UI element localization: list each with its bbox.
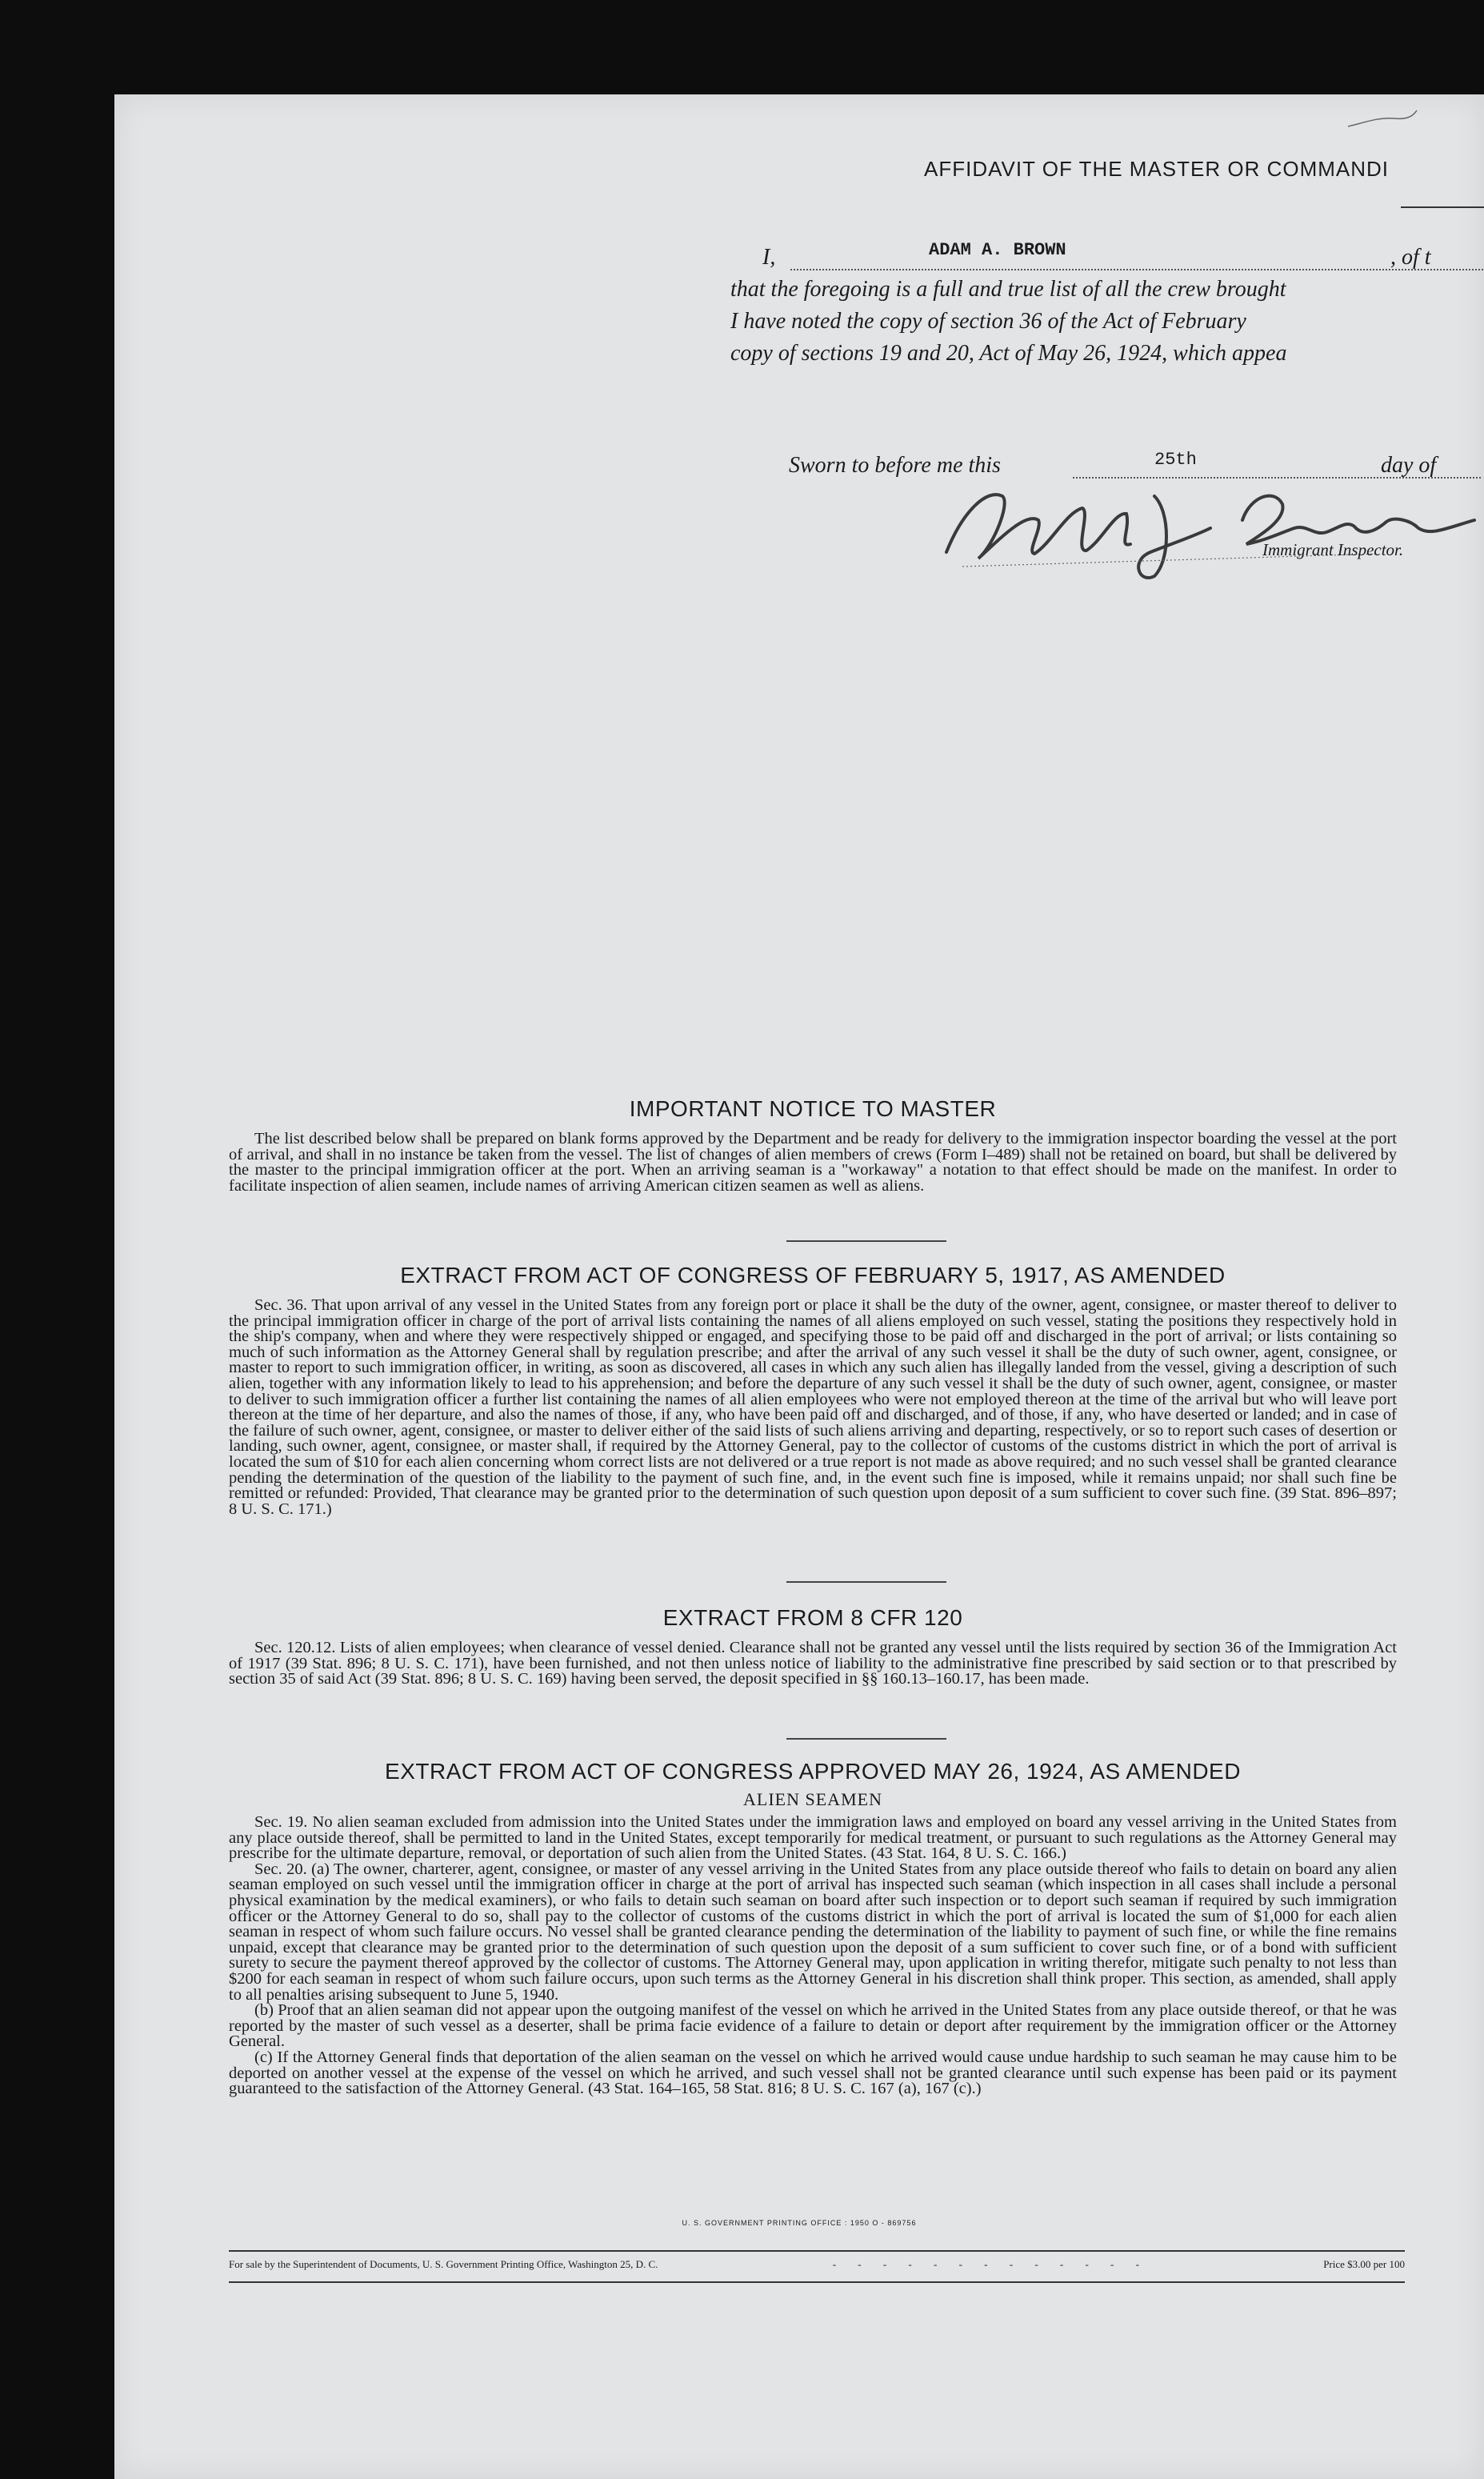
affidavit-title: AFFIDAVIT OF THE MASTER OR COMMANDI: [924, 157, 1390, 181]
extract-1917: [229, 1263, 1397, 1517]
footer-rule: [229, 2281, 1405, 2283]
extract-1924: [229, 1759, 1397, 2097]
inspector-label: Immigrant Inspector.: [1262, 540, 1404, 559]
sworn-day: 25th: [1154, 450, 1197, 470]
footer-dashes: - - - - - - - - - - - - -: [832, 2258, 1149, 2270]
extract-1917-title: EXTRACT FROM ACT OF CONGRESS OF FEBRUARY 5, 1917, AS AMENDED: [400, 1263, 1226, 1288]
name-fill-line: [790, 269, 1484, 270]
affidavit-line4: copy of sections 19 and 20, Act of May 26, 1924, which appea: [730, 341, 1287, 366]
separator: [786, 1738, 946, 1740]
separator: [786, 1581, 946, 1583]
master-name: ADAM A. BROWN: [929, 240, 1066, 260]
alien-seamen-subhead: ALIEN SEAMEN: [743, 1789, 882, 1809]
extract-1924-title: EXTRACT FROM ACT OF CONGRESS APPROVED MAY 26, 1924, AS AMENDED: [385, 1759, 1241, 1784]
affidavit-line3: I have noted the copy of section 36 of the Act of February: [730, 309, 1246, 334]
title-underline: [1401, 206, 1484, 208]
footer: [229, 2258, 1405, 2271]
form-page: [114, 94, 1484, 2479]
gpo-imprint: U. S. GOVERNMENT PRINTING OFFICE : 1950 O - 869756: [682, 2219, 917, 2227]
extract-cfr-body: Sec. 120.12. Lists of alien employees; when clearance of vessel denied. Clearance shall not be granted any vessel until the lists required by section 36 of the Immigration Act of 1917 (39 Stat. 896; 8 U. S. C. 171), have been furnished, and not then unless notice of liability to the administrative fine prescribed by said section or to that prescribed by section 35 of said Act (39 Stat. 896; 8 U. S. C. 169) having been served, the deposit specified in §§ 160.13–160.17, has been made.: [229, 1639, 1397, 1688]
sec19-body: Sec. 19. No alien seaman excluded from admission into the United States under the immigration laws and employed on board any vessel arriving in the United States from any place outside thereof, shall be permitted to land in the United States, except temporarily for medical treatment, or pursuant to such regulations as the Attorney General may prescribe for the ultimate departure, removal, or deportation of such alien from the United States. (43 Stat. 164, 8 U. S. C. 166.): [229, 1813, 1397, 1863]
sec20b-body: (b) Proof that an alien seaman did not appear upon the outgoing manifest of the vessel on which he arrived in the United States from any place outside thereof, or that he was reported by the master of such vessel as a deserter, shall be prima facie evidence of a failure to detain or deport after requirement by the immigration officer or the Attorney General.: [229, 2001, 1397, 2051]
affidavit-line2: that the foregoing is a full and true list of all the crew brought: [730, 277, 1286, 302]
separator: [786, 1240, 946, 1242]
important-notice: [229, 1096, 1397, 1194]
sec20c-body: (c) If the Attorney General finds that deportation of the alien seaman on the vessel on which he arrived would cause undue hardship to such seaman he may cause him to be deported on another vessel at the expense of the vessel on which he arrived, and such vessel shall not be granted clearance until such expense has been paid or its payment guaranteed to the satisfaction of the Attorney General. (43 Stat. 164–165, 58 Stat. 816; 8 U. S. C. 167 (a), 167 (c).): [229, 2048, 1397, 2098]
footer-rule: [229, 2250, 1405, 2252]
pen-mark: [1346, 109, 1418, 131]
extract-cfr: [229, 1605, 1397, 1688]
inspector-signature: [930, 464, 1484, 592]
footer-sale-note: For sale by the Superintendent of Documents, U. S. Government Printing Office, Washington 25, D. C.: [229, 2258, 658, 2270]
sworn-prefix: Sworn to before me this: [789, 453, 1001, 478]
footer-price: Price $3.00 per 100: [1323, 2258, 1405, 2270]
sworn-suffix: day of: [1381, 453, 1437, 478]
extract-1917-body: Sec. 36. That upon arrival of any vessel in the United States from any foreign port or place it shall be the duty of the owner, agent, consignee, or master thereof to deliver to the principal immigration officer in charge of the port of arrival lists containing the names of all aliens employed on such vessel, stating the positions they respectively hold in the ship's company, when and where they were respectively shipped or engaged, and specifying those to be paid off and discharged in the port of arrival; or lists containing so much of such information as the Attorney General shall by regulation prescribe; and after the arrival of any such vessel it shall be the duty of such owner, agent, consignee, or master to report to such immigration officer, in writing, as soon as discovered, all cases in which any such alien has illegally landed from the vessel, giving a description of such alien, together with any information likely to lead to his apprehension; and before the departure of any such vessel it shall be the duty of such owner, agent, consignee, or master to deliver to such immigration officer a further list containing the names of all alien employees who were not employed thereon at the time of the arrival but who will leave port thereon at the time of her departure, and also the names of those, if any, who have been paid off and discharged, and of those, if any, who have deserted or landed; and in case of the failure of such owner, agent, consignee, or master to deliver either of the said lists of such aliens arriving and departing, respectively, or so to report such cases of desertion or landing, such owner, agent, consignee, or master shall, if required by the Attorney General, pay to the collector of customs of the customs district in which the port of arrival is located the sum of $10 for each alien concerning whom correct lists are not delivered or a true report is not made as above required; and no such vessel shall be granted clearance pending the determination of the question of the liability to the payment of such fine, and, in the event such fine is imposed, while it remains unpaid; nor shall such fine be remitted or refunded: Provided, That clearance may be granted prior to the determination of such question upon deposit of a sum sufficient to cover such fine. (39 Stat. 896–897; 8 U. S. C. 171.): [229, 1296, 1397, 1518]
sec20a-body: Sec. 20. (a) The owner, charterer, agent, consignee, or master of any vessel arriving in the United States from any place outside thereof who fails to detain on board any alien seaman employed on such vessel until the immigration officer in charge at the port of arrival has inspected such seaman (which inspection in all cases shall include a personal physical examination by the medical examiners), or who fails to detain such seaman on board after such inspection or to deport such seaman if required by such immigration officer or the Attorney General to do so, shall pay to the collector of customs of the customs district in which the port of arrival is located the sum of $1,000 for each alien seaman in respect of whom such failure occurs. No vessel shall be granted clearance pending the determination of the liability to payment of such fine, or while the fine remains unpaid, except that clearance may be granted prior to the determination of such question upon the deposit of a sum sufficient to cover such fine, or of a bond with sufficient surety to secure the payment thereof approved by the collector of customs. The Attorney General may, upon application in writing therefor, mitigate such penalty to not less than $200 for each seaman in respect of whom such failure occurs, upon such terms as the Attorney General in his discretion shall think proper. This section, as amended, shall apply to all penalties arising subsequent to June 5, 1940.: [229, 1860, 1397, 2004]
notice-title: IMPORTANT NOTICE TO MASTER: [629, 1096, 997, 1121]
notice-body: The list described below shall be prepared on blank forms approved by the Department and be ready for delivery to the immigration inspector boarding the vessel at the port of arrival, and shall in no instance be taken from the vessel. The list of changes of alien members of crews (Form I–489) shall not be retained on board, but shall be delivered by the master to the principal immigration officer at the port. When an arriving seaman is a "workaway" a notation to that effect should be made on the manifest. In order to facilitate inspection of alien seamen, include names of arriving American citizen seamen as well as aliens.: [229, 1130, 1397, 1195]
affidavit-line1-suffix: , of t: [1390, 245, 1431, 270]
extract-cfr-title: EXTRACT FROM 8 CFR 120: [662, 1605, 963, 1630]
affidavit-line1-prefix: I,: [762, 245, 776, 270]
